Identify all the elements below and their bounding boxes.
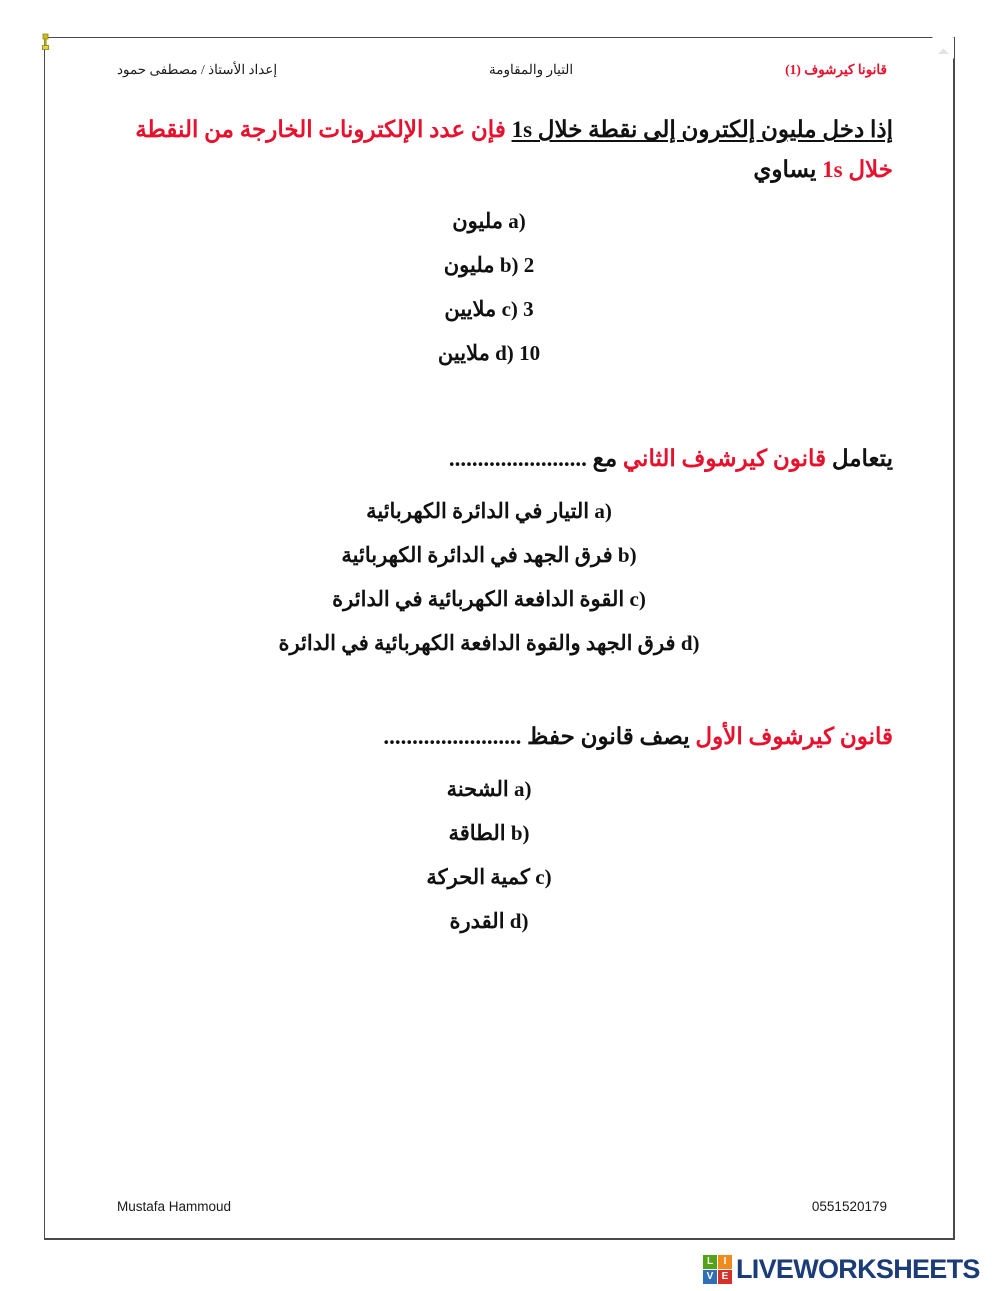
question-1-stem-part-red: فإن عدد الإلكترونات الخارجة من النقطة خلال 1s	[135, 117, 893, 182]
option-label: 2 مليون	[443, 253, 535, 278]
logo-block-v: V	[703, 1270, 717, 1284]
footer-phone: 0551520179	[811, 1198, 887, 1214]
option-label: القوة الدافعة الكهربائية في الدائرة	[332, 587, 625, 612]
question-3-options	[85, 767, 893, 943]
option-label: كمية الحركة	[426, 865, 531, 890]
option-label: الطاقة	[448, 821, 506, 846]
option-item[interactable]	[85, 331, 893, 375]
page-corner-fold-icon	[932, 37, 954, 59]
question-1	[85, 110, 893, 375]
page-footer	[45, 1196, 953, 1216]
question-3-stem	[85, 717, 893, 757]
option-item[interactable]	[85, 287, 893, 331]
question-1-stem-part-black-1: إذا دخل مليون إلكترون إلى نقطة خلال 1s	[511, 117, 893, 142]
option-label: فرق الجهد والقوة الدافعة الكهربائية في الدائرة	[278, 631, 676, 656]
question-1-stem	[85, 110, 893, 189]
logo-block-l: L	[703, 1255, 717, 1269]
option-label: القدرة	[449, 909, 505, 934]
question-3-stem-part-black-2: يصف قانون حفظ ........................	[383, 724, 690, 750]
option-key: a)	[513, 776, 532, 801]
option-label: التيار في الدائرة الكهربائية	[366, 499, 590, 524]
spacer	[85, 381, 893, 439]
question-2-stem-part-black-2: مع ........................	[448, 446, 618, 472]
option-key: c)	[501, 297, 518, 322]
option-key: c)	[629, 587, 646, 612]
option-item[interactable]	[85, 899, 893, 943]
option-label: مليون	[452, 209, 504, 234]
question-2-stem	[85, 439, 893, 479]
logo-block-i: I	[718, 1255, 732, 1269]
question-2-options	[85, 489, 893, 665]
question-1-stem-part-black-2: يساوي	[753, 156, 817, 182]
option-item[interactable]	[85, 243, 893, 287]
option-key: d)	[509, 909, 529, 934]
option-key: b)	[510, 821, 530, 846]
option-key: d)	[495, 341, 514, 366]
question-3-stem-part-red: قانون كيرشوف الأول	[695, 724, 893, 750]
option-label: فرق الجهد في الدائرة الكهربائية	[341, 543, 613, 568]
option-label: الشحنة	[446, 776, 509, 801]
option-key: a)	[594, 499, 612, 524]
option-item[interactable]	[85, 199, 893, 243]
header-title-right: قانونا كيرشوف (1)	[785, 62, 887, 77]
option-label: 10 ملايين	[437, 341, 541, 366]
option-item[interactable]	[85, 533, 893, 577]
question-2	[85, 439, 893, 665]
option-key: a)	[508, 209, 526, 234]
question-3	[85, 717, 893, 943]
option-key: b)	[617, 543, 637, 568]
option-item[interactable]	[85, 855, 893, 899]
liveworksheets-wordmark: LIVEWORKSHEETS	[736, 1253, 980, 1284]
liveworksheets-logo	[703, 1253, 980, 1285]
page-header	[45, 58, 953, 82]
spacer	[85, 671, 893, 717]
page-marker-icon	[39, 33, 52, 55]
footer-author: Mustafa Hammoud	[117, 1198, 232, 1214]
header-title-left: إعداد الأستاذ / مصطفى حمود	[117, 62, 278, 77]
liveworksheets-logo-blocks-icon	[703, 1255, 732, 1284]
option-item[interactable]	[85, 811, 893, 855]
option-key: c)	[535, 865, 552, 890]
option-item[interactable]	[85, 489, 893, 533]
option-item[interactable]	[85, 767, 893, 811]
option-label: 3 ملايين	[444, 297, 534, 322]
option-key: d)	[680, 631, 700, 656]
option-item[interactable]	[85, 621, 893, 665]
worksheet-body	[85, 110, 893, 949]
option-item[interactable]	[85, 577, 893, 621]
worksheet-page	[44, 37, 955, 1240]
question-1-options	[85, 199, 893, 375]
question-2-stem-part-black-1: يتعامل	[831, 446, 893, 472]
option-key: b)	[499, 253, 519, 278]
logo-block-e: E	[718, 1270, 732, 1284]
header-title-center: التيار والمقاومة	[489, 62, 574, 77]
question-2-stem-part-red: قانون كيرشوف الثاني	[622, 446, 827, 472]
